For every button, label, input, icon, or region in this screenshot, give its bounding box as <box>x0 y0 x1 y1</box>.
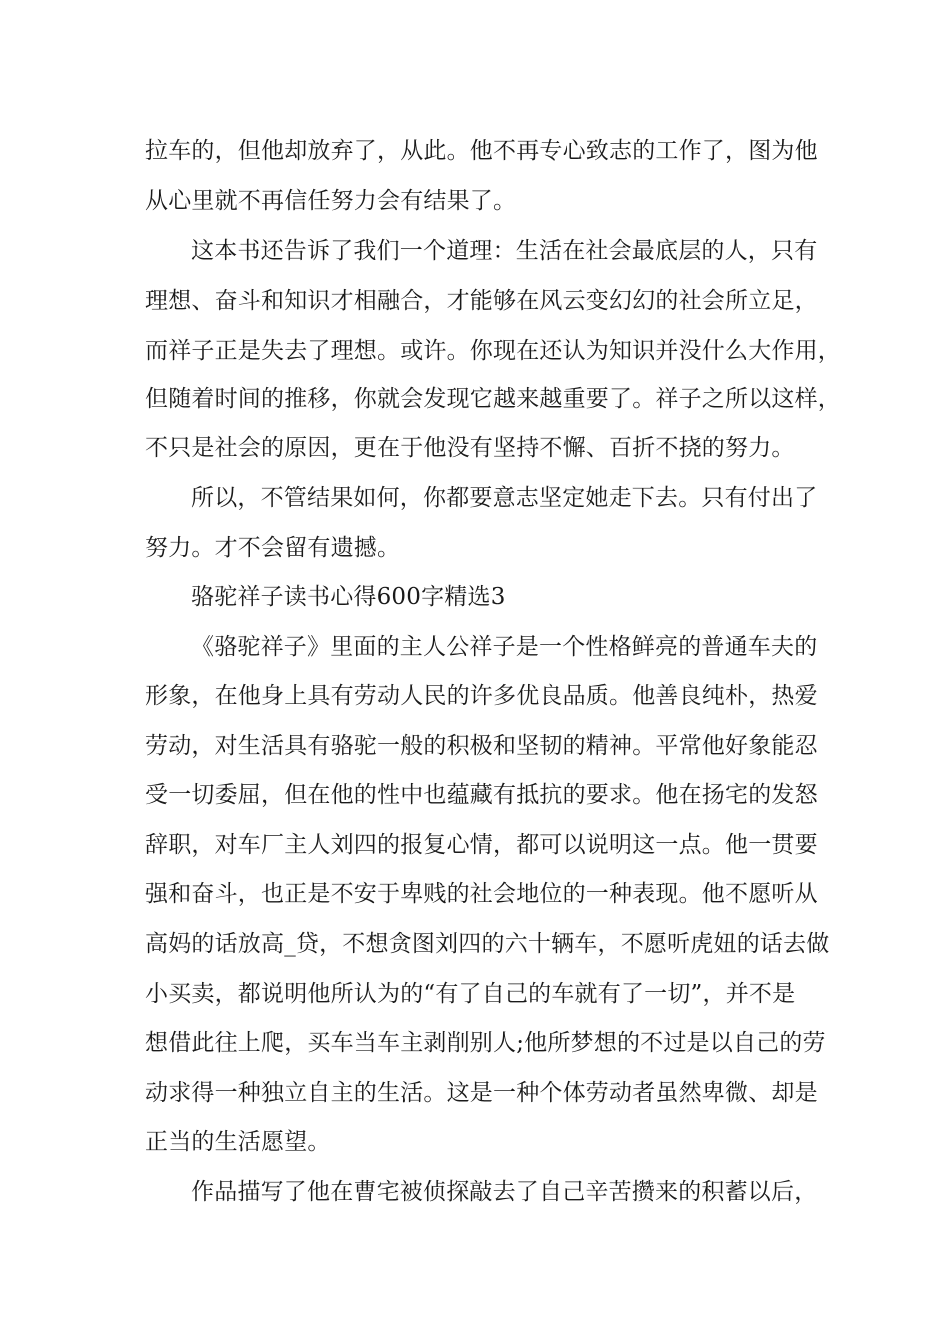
text-line: 努力。才不会留有遗撼。 <box>145 535 401 561</box>
text-line: 强和奋斗，也正是不安于卑贱的社会地位的一种表现。他不愿听从 <box>145 881 818 907</box>
text-line: 高妈的话放高_贷，不想贪图刘四的六十辆车，不愿听虎妞的话去做 <box>145 931 830 957</box>
text-line: 小买卖，都说明他所认为的“有了自己的车就有了一切”，并不是 <box>145 981 796 1007</box>
text-line: 形象，在他身上具有劳动人民的许多优良品质。他善良纯朴，热爱 <box>145 683 818 709</box>
text-line: 想借此往上爬，买车当车主剥削别人;他所梦想的不过是以自己的劳 <box>145 1030 826 1056</box>
text-line: 从心里就不再信任努力会有结果了。 <box>145 188 517 214</box>
text-line: 不只是社会的原因，更在于他没有坚持不懈、百折不挠的努力。 <box>145 435 795 461</box>
paragraph-start-line: 作品描写了他在曹宅被侦探敲去了自己辛苦攒来的积蓄以后， <box>191 1179 818 1205</box>
text-line: 正当的生活愿望。 <box>145 1129 331 1155</box>
paragraph-start-line: 《骆驼祥子》里面的主人公祥子是一个性格鲜亮的普通车夫的 <box>191 634 818 660</box>
text-line: 受一切委屈，但在他的性中也蕴藏有抵抗的要求。他在扬宅的发怒 <box>145 782 818 808</box>
text-line: 辞职，对车厂主人刘四的报复心情，都可以说明这一点。他一贯要 <box>145 832 818 858</box>
text-line: 而祥子正是失去了理想。或许。你现在还认为知识并没什么大作用， <box>145 338 841 364</box>
section-heading: 骆驼祥子读书心得600字精选3 <box>191 584 506 610</box>
text-line: 理想、奋斗和知识才相融合，才能够在风云变幻幻的社会所立足， <box>145 288 818 314</box>
text-line: 动求得一种独立自主的生活。这是一种个体劳动者虽然卑微、却是 <box>145 1080 818 1106</box>
text-line: 拉车的，但他却放弃了，从此。他不再专心致志的工作了，图为他 <box>145 138 818 164</box>
paragraph-start-line: 这本书还告诉了我们一个道理：生活在社会最底层的人，只有 <box>191 238 818 264</box>
text-line: 但随着时间的推移，你就会发现它越来越重要了。祥子之所以这样， <box>145 386 841 412</box>
text-line: 劳动，对生活具有骆驼一般的积极和坚韧的精神。平常他好象能忍 <box>145 733 818 759</box>
paragraph-start-line: 所以，不管结果如何，你都要意志坚定她走下去。只有付出了 <box>191 485 818 511</box>
